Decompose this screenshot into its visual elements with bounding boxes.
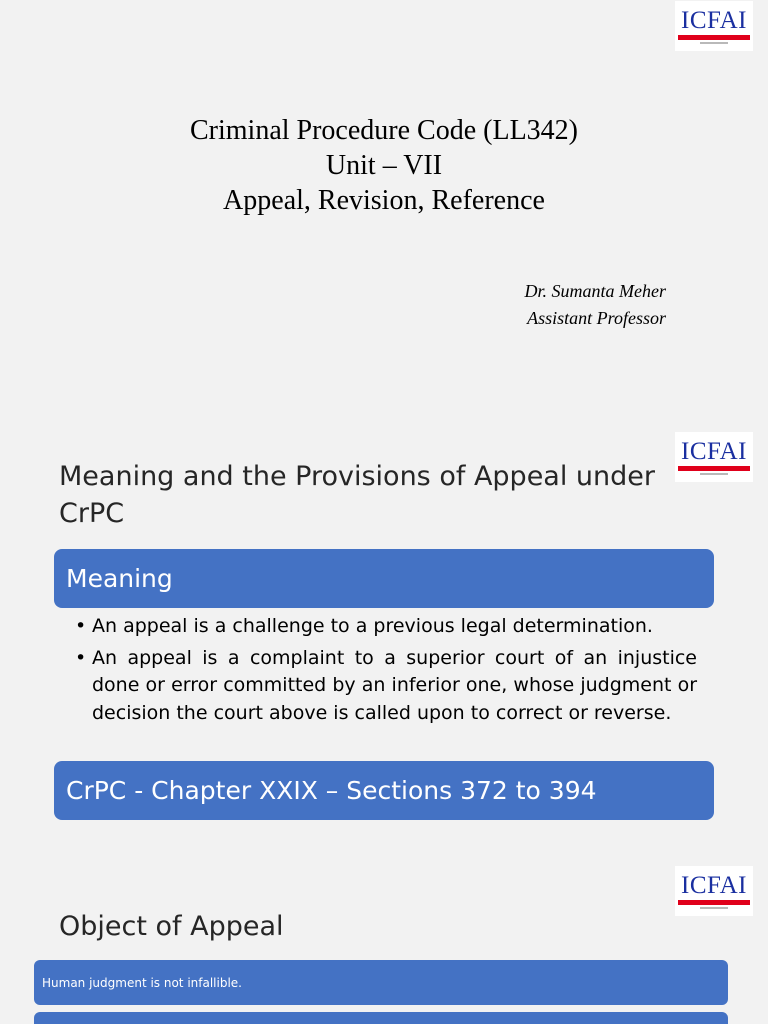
title-slide	[0, 0, 768, 430]
icfai-logo	[675, 866, 753, 916]
title-line-course: Criminal Procedure Code (LL342)	[189, 115, 578, 146]
slide-heading: Meaning and the Provisions of Appeal under CrPC	[59, 461, 656, 529]
object-box: Human judgment is not infallible.	[34, 960, 728, 1005]
author-name: Dr. Sumanta Meher	[524, 281, 666, 301]
author-title: Assistant Professor	[527, 308, 666, 328]
logo-tagline	[700, 42, 728, 44]
icfai-logo	[675, 1, 753, 51]
logo-red-bar	[678, 900, 750, 905]
slide-title	[0, 113, 768, 218]
logo-text: ICFAI	[681, 438, 747, 465]
bullet-item: • An appeal is a challenge to a previous legal determination.	[75, 613, 697, 641]
logo-text: ICFAI	[681, 872, 747, 899]
object-slide	[0, 862, 768, 1024]
logo-tagline	[700, 473, 728, 475]
chapter-box: CrPC - Chapter XXIX – Sections 372 to 394	[54, 761, 714, 820]
bullet-item: • An appeal is a complaint to a superior court of an injustice done or error committed by an inferior one, whose judgment or decision the court above is called upon to correct or reverse.	[75, 645, 697, 728]
object-box-next	[34, 1012, 728, 1024]
title-line-unit: Unit – VII	[325, 150, 443, 181]
author-block	[525, 278, 667, 332]
slide-heading: Object of Appeal	[59, 911, 284, 942]
meaning-bullets	[75, 613, 697, 731]
logo-tagline	[700, 907, 728, 909]
logo-red-bar	[678, 35, 750, 40]
title-line-topic: Appeal, Revision, Reference	[223, 185, 545, 216]
logo-text: ICFAI	[681, 7, 747, 34]
meaning-box: Meaning	[54, 549, 714, 608]
meaning-slide	[0, 430, 768, 862]
